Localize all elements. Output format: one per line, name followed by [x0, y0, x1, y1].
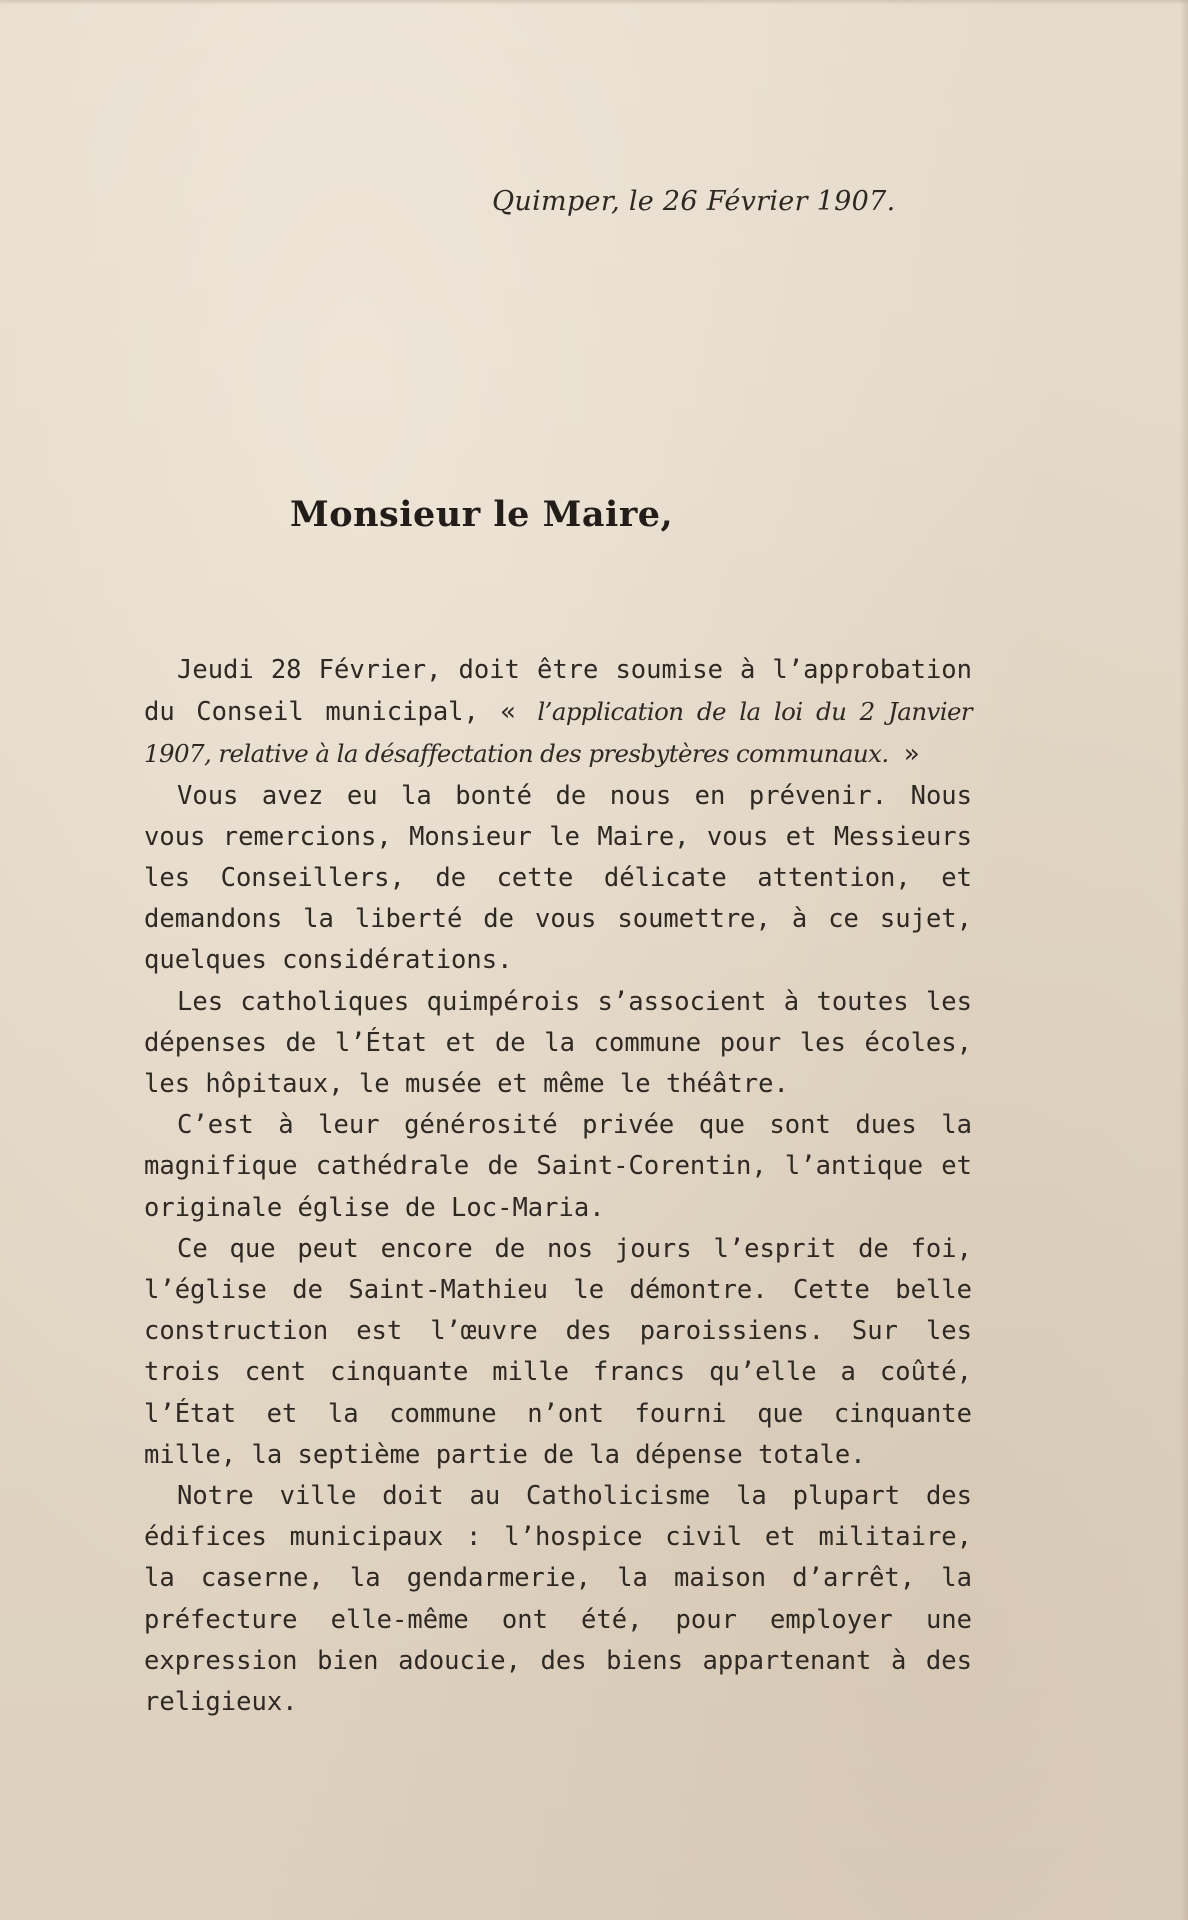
- salutation: Monsieur le Maire,: [290, 494, 674, 535]
- paragraph-2: Vous avez eu la bonté de nous en prévenir. Nous vous remercions, Monsieur le Maire, vous et Messieurs les Conseillers, de cette délicate attention, et demandons la liberté de vous soumettre, à ce sujet, quelques considérations.: [144, 780, 972, 976]
- letter-body: [144, 650, 972, 1723]
- dateline: Quimper, le 26 Février 1907.: [492, 186, 896, 217]
- page-right-edge: [1180, 0, 1188, 1920]
- paragraph-6: Notre ville doit au Catholicisme la plupart des édifices municipaux : l’hospice civil et militaire, la caserne, la gendarmerie, la maison d’arrêt, la préfecture elle-même ont été, pour employer une expression bien adoucie, des biens appartenant à des religieux.: [144, 1481, 972, 1718]
- paragraph-5: Ce que peut encore de nos jours l’esprit de foi, l’église de Saint-Mathieu le démontre. Cette belle construction est l’œuvre des paroissiens. Sur les trois cent cinquante mille francs qu’elle a coûté, l’État et la commune n’ont fourni que cinquante mille, la septième partie de la dépense totale.: [144, 1233, 972, 1470]
- page-top-edge: [0, 0, 1188, 5]
- paragraph-1-text: Jeudi 28 Février, doit être soumise à l’approbation du Conseil municipal, «: [144, 655, 972, 728]
- paragraph-3: Les catholiques quimpérois s’associent à toutes les dépenses de l’État et de la commune pour les écoles, les hôpitaux, le musée et même le théâtre.: [144, 986, 972, 1100]
- paragraph-4: C’est à leur générosité privée que sont dues la magnifique cathédrale de Saint-Corentin, l’antique et originale église de Loc-Maria.: [144, 1110, 972, 1223]
- closing-quote: »: [888, 739, 920, 770]
- paragraph-1: [144, 650, 972, 776]
- quoted-law-title: l’application de la loi du 2 Janvier 1907, relative à la désaffectation des presbytères communaux.: [144, 697, 972, 769]
